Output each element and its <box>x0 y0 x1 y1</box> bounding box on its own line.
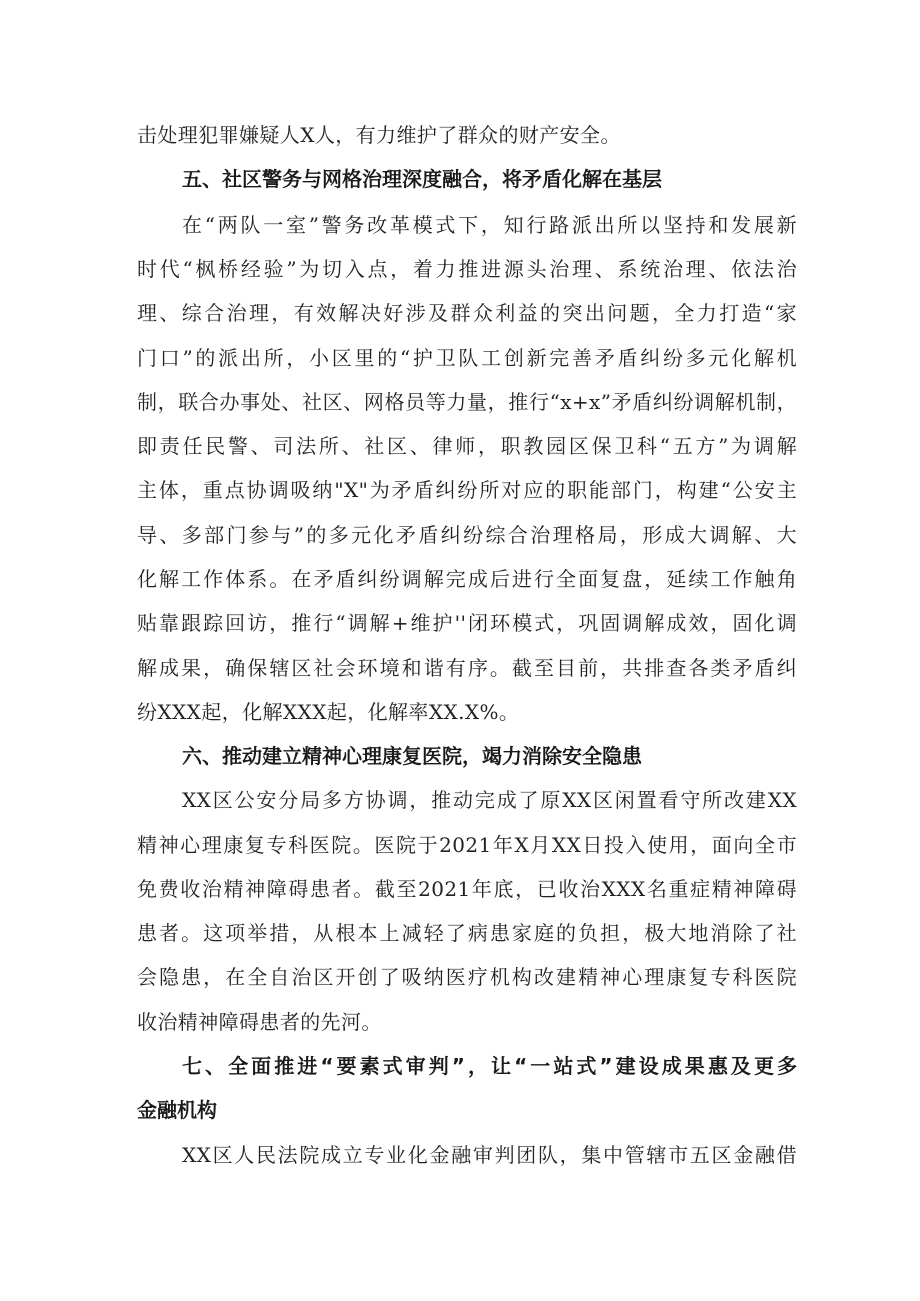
paragraph-line: 在“两队一室”警务改革模式下，知行路派出所以坚持和发展新 <box>182 213 797 237</box>
paragraph-line: 贴靠跟踪回访，推行“调解+维护''闭环模式，巩固调解成效，固化调 <box>137 611 797 635</box>
paragraph-line: 化解工作体系。在矛盾纠纷调解完成后进行全面复盘，延续工作触角 <box>137 567 797 591</box>
paragraph-line: 患者。这项举措，从根本上减轻了病患家庭的负担，极大地消除了社 <box>137 921 797 945</box>
paragraph-line: 导、多部门参与”的多元化矛盾纠纷综合治理格局，形成大调解、大 <box>137 523 797 547</box>
paragraph-line: 时代“枫桥经验”为切入点，着力推进源头治理、系统治理、依法治 <box>137 257 797 281</box>
paragraph-line: 击处理犯罪嫌疑人X人，有力维护了群众的财产安全。 <box>137 123 621 147</box>
paragraph-line: 解成果，确保辖区社会环境和谐有序。截至目前，共排查各类矛盾纠 <box>137 656 797 680</box>
paragraph-line: 会隐患，在全自治区开创了吸纳医疗机构改建精神心理康复专科医院 <box>137 965 797 989</box>
paragraph-line: 理、综合治理，有效解决好涉及群众利益的突出问题，全力打造“家 <box>137 301 797 325</box>
paragraph-line: 制，联合办事处、社区、网格员等力量，推行“x+x”矛盾纠纷调解机制， <box>137 390 797 414</box>
paragraph-line: 免费收治精神障碍患者。截至2021年底，已收治XXX名重症精神障碍 <box>137 877 797 901</box>
paragraph-line: 门口”的派出所，小区里的“护卫队工创新完善矛盾纠纷多元化解机 <box>137 346 797 370</box>
paragraph-line: 主体，重点协调吸纳"X"为矛盾纠纷所对应的职能部门，构建“公安主 <box>137 478 797 502</box>
paragraph-line: 纷XXX起，化解XXX起，化解率XX.X%。 <box>137 700 520 724</box>
section-heading-5: 五、社区警务与网格治理深度融合，将矛盾化解在基层 <box>182 167 662 191</box>
section-heading-6: 六、推动建立精神心理康复医院，竭力消除安全隐患 <box>182 744 642 768</box>
paragraph-line: 精神心理康复专科医院。医院于2021年X月XX日投入使用，面向全市 <box>137 833 797 857</box>
section-heading-7: 七、全面推进“要素式审判”，让“一站式”建设成果惠及更多 <box>182 1054 797 1078</box>
paragraph-line: 收治精神障碍患者的先河。 <box>137 1010 382 1034</box>
paragraph-line: XX区人民法院成立专业化金融审判团队，集中管辖市五区金融借 <box>182 1143 797 1167</box>
paragraph-line: 即责任民警、司法所、社区、律师，职教园区保卫科“五方”为调解 <box>137 434 797 458</box>
paragraph-line: XX区公安分局多方协调，推动完成了原XX区闲置看守所改建XX <box>182 788 797 812</box>
section-heading-7-continued: 金融机构 <box>137 1098 217 1122</box>
